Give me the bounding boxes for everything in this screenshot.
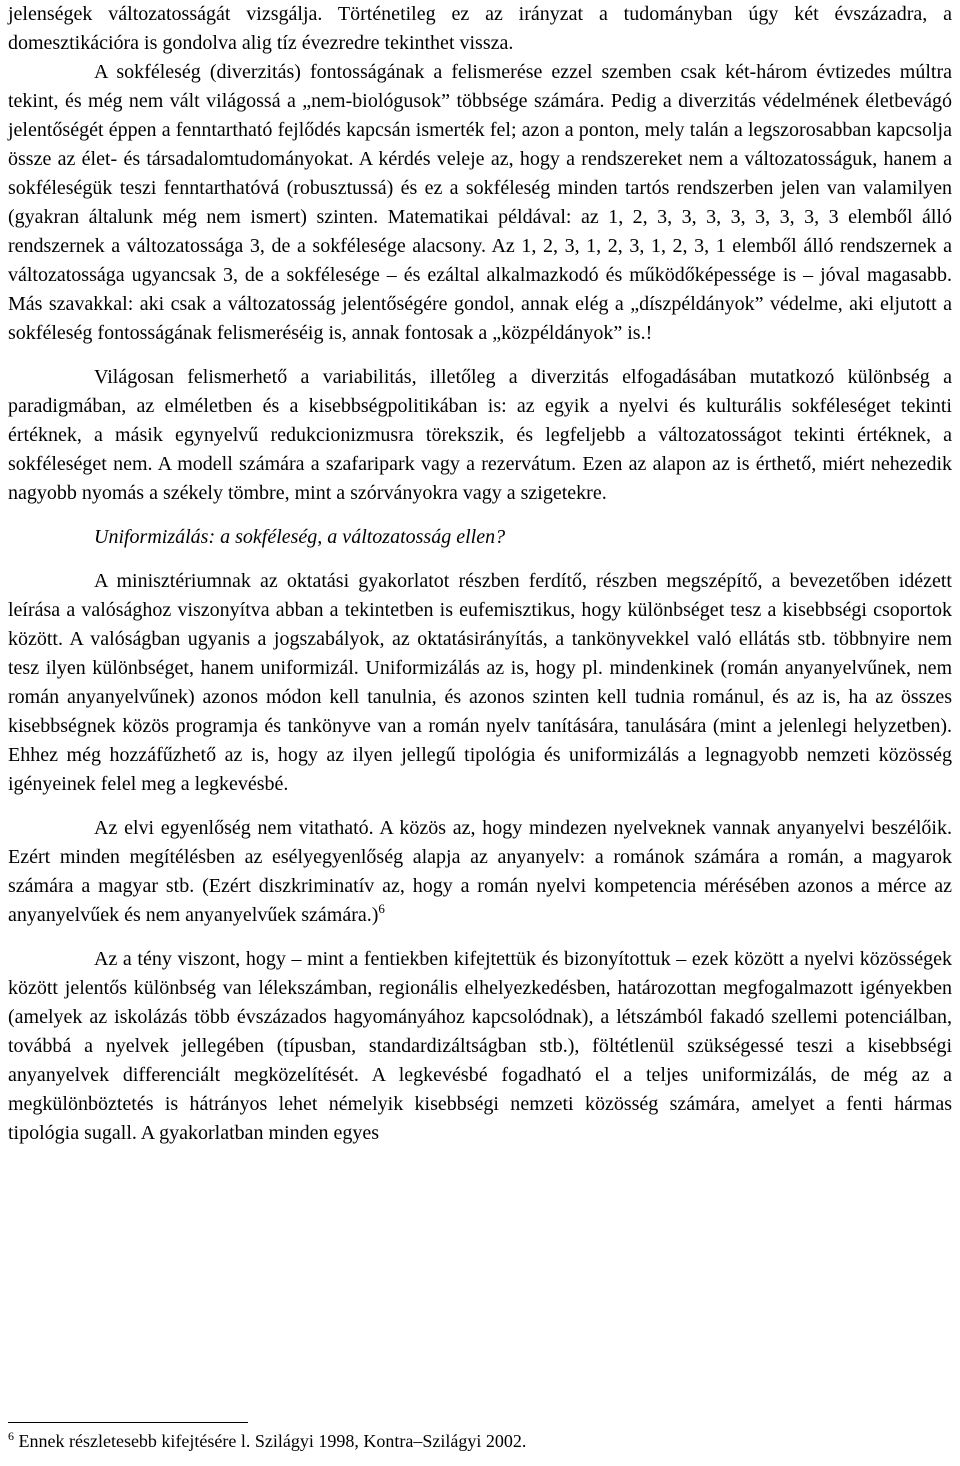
footnote-number: 6 [8,1429,14,1443]
paragraph-diversity-history: jelenségek változatosságát vizsgálja. Történetileg ez az irányzat a tudományban úgy két évszázadra, a domesztikációra is gondolva alig tíz évezredre tekinthet vissza. [8,3,952,54]
footnote-reference[interactable]: 6 [378,901,385,916]
footnote-text: Ennek részletesebb kifejtésére l. Szilágyi 1998, Kontra–Szilágyi 2002. [18,1431,527,1451]
footnote-divider [8,1422,248,1423]
document-page [8,0,952,1148]
paragraph-principled-equality: Az elvi egyenlőség nem vitatható. A közös az, hogy mindezen nyelveknek vannak anyanyelvi beszélőik. Ezért minden megítélésben az esélyegyenlőség alapja az anyanyelv: a románok számára a román, a magyarok számára a magyar stb. (Ezért diszkriminatív az, hogy a román nyelvi kompetencia mérésében azonos a mérce az anyanyelvűek és nem anyanyelvűek számára.)$^6$ [8,817,952,926]
footnote [8,1428,952,1454]
paragraph-paradigm-difference: Világosan felismerhető a variabilitás, illetőleg a diverzitás elfogadásában mutatkozó különbség a paradigmában, az elméletben és a kisebbségpolitikában is: az egyik a nyelvi és kulturális sokféleséget tekinti értéknek, a másik egynyelvű redukcionizmusra törekszik, és legfeljebb a változatosságot tekinti értéknek, a sokféleséget nem. A modell számára a szafaripark vagy a rezervátum. Ezen az alapon az is érthető, miért nehezedik nagyobb nyomás a székely tömbre, mint a szórványokra vagy a szigetekre. [8,366,952,504]
paragraph-differentiated-approach: Az a tény viszont, hogy – mint a fentiekben kifejtettük és bizonyítottuk – ezek között a nyelvi közösségek között jelentős különbség van lélekszámban, regionális elhelyezkedésben, határozottan megfogalmazott igényekben (amelyek az iskolázás több évszázados hagyományához kapcsolódnak), a létszámból fakadó szellemi potenciálban, továbbá a nyelvek jellegében (típusban, standardizáltságban stb.), föltétlenül szükségessé teszi a kisebbségi anyanyelvek differenciált megközelítését. A legkevésbé fogadható el a teljes uniformizálás, de még az a megkülönböztetés is hátrányos lehet némelyik kisebbségi nemzeti közösség számára, amelyet a fenti hármas tipológia sugall. A gyakorlatban minden egyes [8,948,952,1144]
section-heading: Uniformizálás: a sokféleség, a változatosság ellen? [94,526,506,548]
paragraph-ministry-uniformization: A minisztériumnak az oktatási gyakorlatot részben ferdítő, részben megszépítő, a bevezetőben idézett leírása a valósághoz viszonyítva abban a tekintetben is eufemisztikus, hogy különbséget tesz a kisebbségi csoportok között. A valóságban ugyanis a jogszabályok, az oktatásirányítás, a tankönyvekkel való ellátás stb. többnyire nem tesz ilyen különbséget, hanem uniformizál. Uniformizálás az is, hogy pl. mindenkinek (román anyanyelvűnek, nem román anyanyelvűnek) azonos módon kell tanulnia, és azonos szinten kell tudnia románul, és az is, ha az összes kisebbségnek közös programja és tankönyve van a román nyelv tanítására, tanulására (mint a jelenlegi helyzetben). Ehhez még hozzáfűzhető az is, hogy az ilyen jellegű tipológia és uniformizálás a legnagyobb nemzeti közösség igényeinek felel meg a legkevésbé. [8,570,952,795]
paragraph-diversity-importance: A sokféleség (diverzitás) fontosságának a felismerése ezzel szemben csak két-három évtizedes múltra tekint, és még nem vált világossá a „nem-biológusok” többsége számára. Pedig a diverzitás védelmének életbevágó jelentőségét éppen a fenntartható fejlődés kapcsán ismerték fel; azon a ponton, mely talán a legszorosabban kapcsolja össze az élet- és társadalomtudományokat. A kérdés veleje az, hogy a rendszereket nem a változatosságuk, hanem a sokféleségük teszi fenntarthatóvá (robusztussá) és ez a sokféleség minden tartós rendszerben jelen van valamilyen (gyakran általunk még nem ismert) szinten. Matematikai példával: az 1, 2, 3, 3, 3, 3, 3, 3, 3, 3 elemből álló rendszernek a változatossága 3, de a sokfélesége alacsony. Az 1, 2, 3, 1, 2, 3, 1, 2, 3, 1 elemből álló rendszernek a változatossága ugyancsak 3, de a sokfélesége – és ezáltal alkalmazkodó és működőképessége is – jóval magasabb. Más szavakkal: aki csak a változatosság jelentőségére gondol, annak elég a „díszpéldányok” védelme, aki eljutott a sokféleség fontosságának felismeréséig is, annak fontosak a „közpéldányok” is.! [8,61,952,344]
